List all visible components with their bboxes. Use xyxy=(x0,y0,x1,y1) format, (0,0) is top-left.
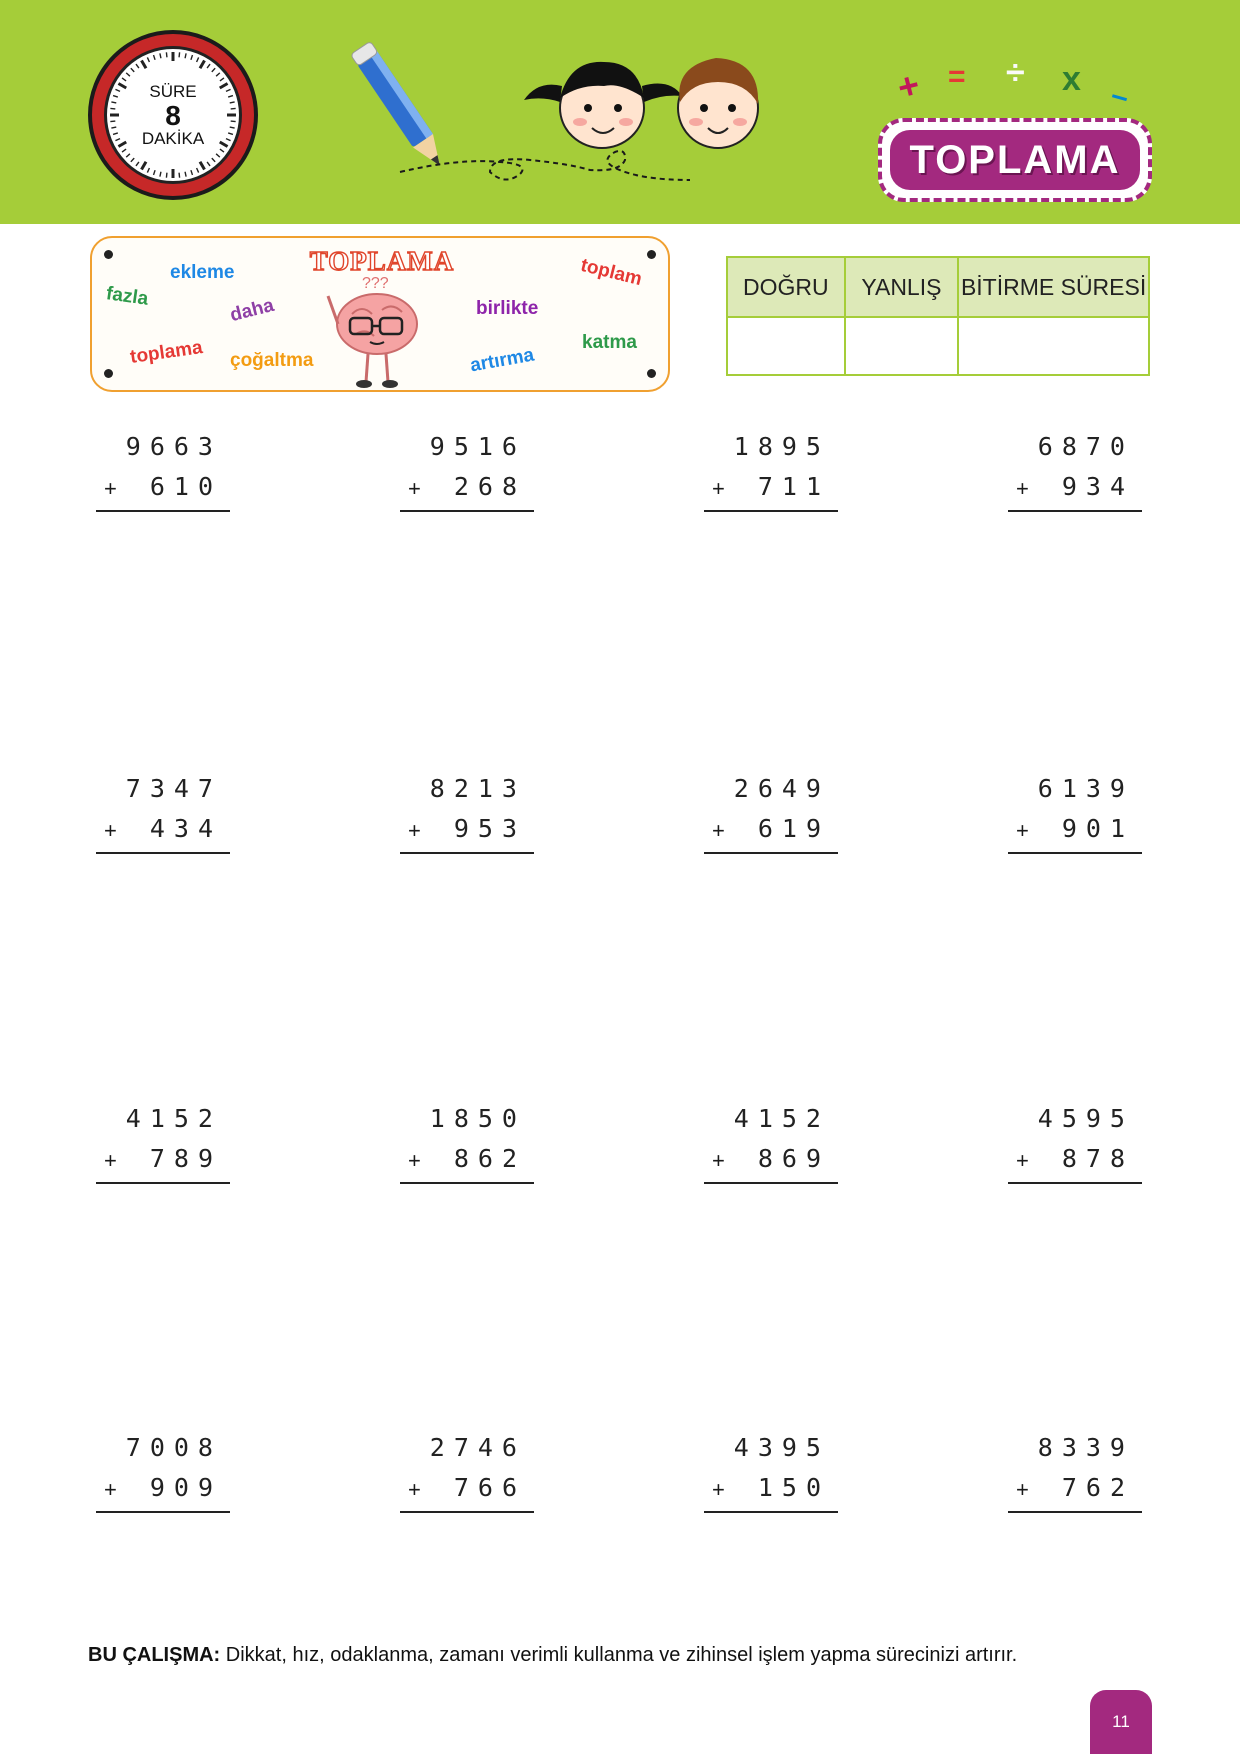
sum-line xyxy=(704,510,838,512)
word-fazla: fazla xyxy=(104,283,150,310)
addition-problem xyxy=(394,774,534,854)
sum-line xyxy=(96,1511,230,1513)
plus-sign: + xyxy=(408,818,421,843)
math-operators xyxy=(890,46,1150,116)
clock-tick xyxy=(207,64,210,68)
wrong-count-cell[interactable] xyxy=(845,317,959,375)
clock-tick xyxy=(160,53,161,58)
clock-tick xyxy=(179,173,180,178)
addition-problem xyxy=(1002,1104,1142,1184)
clock-tick xyxy=(212,68,215,72)
word-katma: katma xyxy=(582,332,637,353)
vocabulary-panel xyxy=(90,236,670,392)
sum-line xyxy=(400,1511,534,1513)
clock-tick xyxy=(200,60,205,68)
addend-top: 1850 xyxy=(429,1104,526,1133)
addend-bottom: 909 xyxy=(149,1473,222,1502)
clock-tick xyxy=(142,60,147,68)
sum-line xyxy=(1008,852,1142,854)
addend-bottom: 434 xyxy=(149,814,222,843)
addition-problem xyxy=(698,1104,838,1184)
addend-top: 4152 xyxy=(733,1104,830,1133)
clock-tick xyxy=(216,73,220,76)
sum-line xyxy=(400,1182,534,1184)
plus-sign: + xyxy=(712,1477,725,1502)
addend-top: 7347 xyxy=(125,774,222,803)
clock-tick xyxy=(154,55,156,60)
addend-top: 6870 xyxy=(1037,432,1134,461)
pin-icon xyxy=(104,369,113,378)
pin-icon xyxy=(647,369,656,378)
clock-tick xyxy=(136,162,139,166)
clock-tick xyxy=(160,172,161,177)
addend-top: 1895 xyxy=(733,432,830,461)
addition-problem xyxy=(698,1433,838,1513)
addend-bottom: 610 xyxy=(149,472,222,501)
addend-top: 2746 xyxy=(429,1433,526,1462)
addition-problem xyxy=(394,1104,534,1184)
clock-tick xyxy=(147,57,149,62)
clock-tick xyxy=(126,73,130,76)
addend-top: 9663 xyxy=(125,432,222,461)
plus-sign: + xyxy=(408,1148,421,1173)
addend-bottom: 869 xyxy=(757,1144,830,1173)
timer-label: SÜRE xyxy=(149,82,197,101)
word-ekleme: ekleme xyxy=(170,262,235,283)
op-divide: ÷ xyxy=(1006,54,1025,92)
addend-bottom: 862 xyxy=(453,1144,526,1173)
clock-tick xyxy=(126,154,130,157)
op-equals: = xyxy=(948,60,966,93)
addition-problem xyxy=(1002,1433,1142,1513)
plus-sign: + xyxy=(712,476,725,501)
op-plus: + xyxy=(893,63,924,109)
clock-tick xyxy=(220,78,224,81)
plus-sign: + xyxy=(1016,1148,1029,1173)
addend-bottom: 878 xyxy=(1061,1144,1134,1173)
addend-top: 6139 xyxy=(1037,774,1134,803)
svg-text:???: ??? xyxy=(362,275,389,292)
sum-line xyxy=(1008,510,1142,512)
clock-tick xyxy=(122,78,126,81)
word-toplama: toplama xyxy=(128,337,204,368)
addition-problem xyxy=(90,774,230,854)
word-cogaltma: çoğaltma xyxy=(230,350,314,371)
addend-top: 2649 xyxy=(733,774,830,803)
plus-sign: + xyxy=(104,476,117,501)
addition-problem xyxy=(394,1433,534,1513)
addition-problem xyxy=(394,432,534,512)
clock-tick xyxy=(131,158,134,162)
sum-line xyxy=(400,510,534,512)
clock-tick xyxy=(131,68,134,72)
clock-tick xyxy=(166,173,167,178)
sum-line xyxy=(96,510,230,512)
plus-sign: + xyxy=(712,818,725,843)
sum-line xyxy=(1008,1182,1142,1184)
word-toplam: toplam xyxy=(578,254,645,291)
addition-problem xyxy=(1002,432,1142,512)
clock-tick xyxy=(185,53,186,58)
op-minus: – xyxy=(1107,78,1133,115)
sum-line xyxy=(704,1511,838,1513)
panel-title: TOPLAMA xyxy=(309,246,455,276)
addend-top: 9516 xyxy=(429,432,526,461)
sum-line xyxy=(96,1182,230,1184)
clock-tick xyxy=(220,149,224,152)
timer-clock xyxy=(88,30,258,200)
addend-bottom: 953 xyxy=(453,814,526,843)
plus-sign: + xyxy=(408,1477,421,1502)
timer-minutes: 8 xyxy=(165,99,181,131)
addend-bottom: 619 xyxy=(757,814,830,843)
footer-text: Dikkat, hız, odaklanma, zamanı verimli kullanma ve zihinsel işlem yapma sürecinizi artırır. xyxy=(225,1644,1018,1666)
sum-line xyxy=(704,852,838,854)
sum-line xyxy=(400,852,534,854)
clock-tick xyxy=(185,172,186,177)
timer-unit: DAKİKA xyxy=(141,129,205,149)
addition-problem xyxy=(698,432,838,512)
header-correct: DOĞRU xyxy=(727,257,845,317)
addend-bottom: 711 xyxy=(757,472,830,501)
clock-tick xyxy=(191,170,193,175)
clock-tick xyxy=(154,170,156,175)
clock-face xyxy=(104,46,242,184)
addend-top: 7008 xyxy=(125,1433,222,1462)
addition-problem xyxy=(90,432,230,512)
clock-tick xyxy=(147,168,149,173)
addend-top: 4595 xyxy=(1037,1104,1134,1133)
addition-problem xyxy=(1002,774,1142,854)
clock-tick xyxy=(200,162,205,170)
plus-sign: + xyxy=(104,818,117,843)
header-band xyxy=(0,0,1240,224)
clock-tick xyxy=(122,149,126,152)
addition-problem xyxy=(90,1104,230,1184)
score-table xyxy=(726,256,1150,376)
header-wrong: YANLIŞ xyxy=(845,257,959,317)
addition-problem xyxy=(90,1433,230,1513)
plus-sign: + xyxy=(1016,476,1029,501)
addend-bottom: 934 xyxy=(1061,472,1134,501)
addend-bottom: 901 xyxy=(1061,814,1134,843)
correct-count-cell[interactable] xyxy=(727,317,845,375)
sum-line xyxy=(704,1182,838,1184)
addend-top: 8213 xyxy=(429,774,526,803)
clock-tick xyxy=(212,158,215,162)
finish-time-cell[interactable] xyxy=(958,317,1149,375)
addend-top: 4152 xyxy=(125,1104,222,1133)
addend-bottom: 789 xyxy=(149,1144,222,1173)
clock-tick xyxy=(136,64,139,68)
plus-sign: + xyxy=(408,476,421,501)
title-badge-text: TOPLAMA xyxy=(909,137,1121,182)
title-badge xyxy=(878,118,1152,202)
addend-bottom: 766 xyxy=(453,1473,526,1502)
addend-bottom: 150 xyxy=(757,1473,830,1502)
sum-line xyxy=(1008,1511,1142,1513)
addend-top: 4395 xyxy=(733,1433,830,1462)
plus-sign: + xyxy=(104,1477,117,1502)
word-birlikte: birlikte xyxy=(476,298,539,319)
clock-tick xyxy=(216,154,220,157)
page-number: 11 xyxy=(1090,1690,1152,1754)
addend-bottom: 762 xyxy=(1061,1473,1134,1502)
word-artirma: artırma xyxy=(468,344,536,377)
clock-tick xyxy=(191,55,193,60)
plus-sign: + xyxy=(712,1148,725,1173)
addition-problem xyxy=(698,774,838,854)
plus-sign: + xyxy=(104,1148,117,1173)
header-finish-time: BİTİRME SÜRESİ xyxy=(958,257,1149,317)
plus-sign: + xyxy=(1016,818,1029,843)
addend-top: 8339 xyxy=(1037,1433,1134,1462)
addend-bottom: 268 xyxy=(453,472,526,501)
footer-label: BU ÇALIŞMA: xyxy=(88,1644,221,1666)
word-daha: daha xyxy=(227,294,277,327)
clock-tick xyxy=(207,162,210,166)
clock-tick xyxy=(179,52,180,57)
plus-sign: + xyxy=(1016,1477,1029,1502)
sum-line xyxy=(96,852,230,854)
op-times: x xyxy=(1062,60,1081,98)
clock-tick xyxy=(197,168,199,173)
clock-tick xyxy=(197,57,199,62)
clock-tick xyxy=(142,162,147,170)
footer-note xyxy=(88,1644,1168,1667)
children-illustration xyxy=(520,42,780,162)
brain-character-icon xyxy=(322,274,432,390)
clock-tick xyxy=(166,52,167,57)
